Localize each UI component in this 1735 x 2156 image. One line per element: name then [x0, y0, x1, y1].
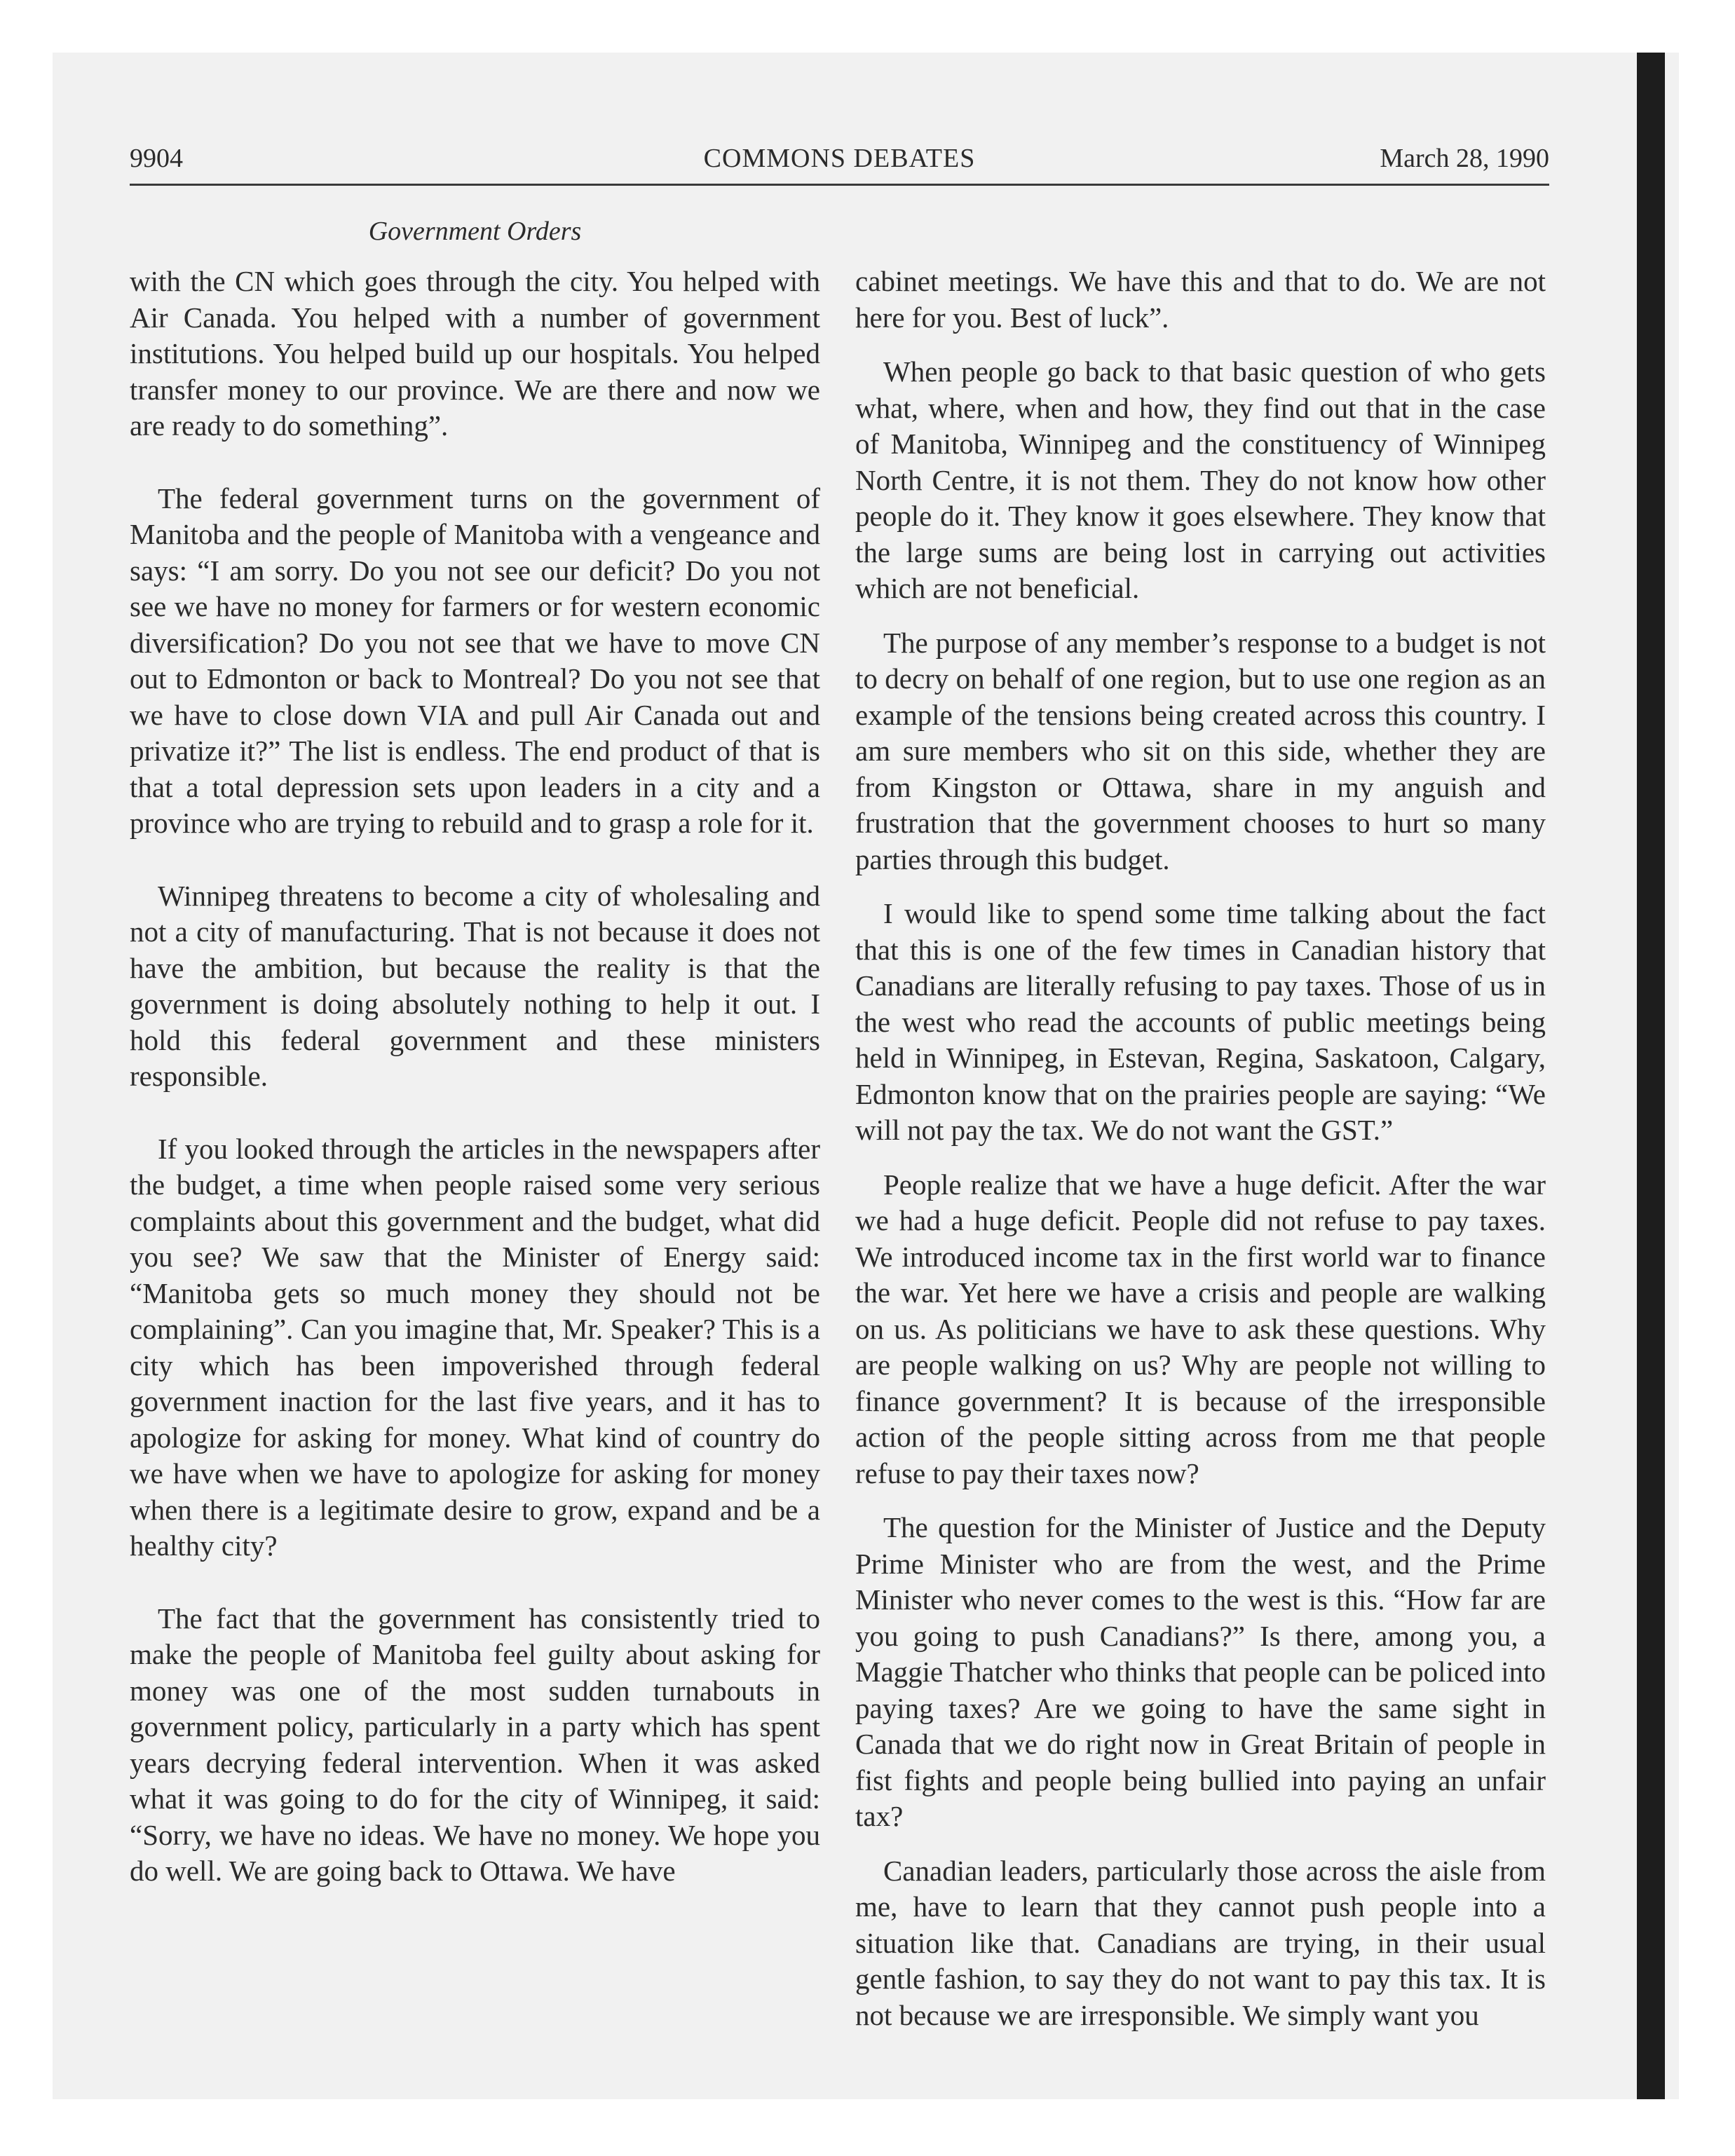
paragraph: When people go back to that basic question of who gets what, where, when and how, they find out that in the case of Manitoba, Winnipeg and the constituency of Winnipeg North Centre, it is not them. They do not know how other people do it. They know it goes elsewhere. They know that the large sums are being lost in carrying out activities which are not beneficial. [855, 355, 1546, 604]
paragraph: Canadian leaders, particularly those across the aisle from me, have to learn that they cannot push people into a situation like that. Canadians are trying, in their usual gentle fashion, to say they do not want to pay this tax. It is not because we are irresponsible. We simply want you [855, 1854, 1546, 2031]
paragraph: Winnipeg threatens to become a city of wholesaling and not a city of manufacturing. That is not because it does not have the ambition, but because the reality is that the government is doing absolutely nothing to help it out. I hold this federal government and these ministers responsible. [130, 879, 820, 1092]
paragraph: I would like to spend some time talking about the fact that this is one of the few times in Canadian history that Canadians are literally refusing to pay taxes. Those of us in the west who read the accounts of public meetings being held in Winnipeg, in Estevan, Regina, Saskatoon, Calgary, Edmonton know that on the prairies people are saying: “We will not pay the tax. We do not want the GST.” [855, 897, 1546, 1146]
right-column [855, 264, 1546, 2033]
page-number: 9904 [130, 144, 183, 173]
paragraph: The purpose of any member’s response to a budget is not to decry on behalf of one region, but to use one region as an example of the tensions being created across this country. I am sure members who sit on this side, whether they are from Kingston or Ottawa, share in my anguish and frustration that the government chooses to hurt so many parties through this budget. [855, 626, 1546, 875]
paragraph: The question for the Minister of Justice and the Deputy Prime Minister who are from the west, and the Prime Minister who never comes to the west is this. “How far are you going to push Canadians?” Is there, among you, a Maggie Thatcher who thinks that people can be policed into paying taxes? Are we going to have the same sight in Canada that we do right now in Great Britain of people in fist fights and people being bullied into paying an unfair tax? [855, 1511, 1546, 1832]
page-header [130, 137, 1549, 179]
journal-title: COMMONS DEBATES [703, 144, 976, 173]
paragraph: The fact that the government has consistently tried to make the people of Manitoba feel guilty about asking for money was one of the most sudden turnabouts in government policy, particularly in a party which has spent years decrying federal intervention. When it was asked what it was going to do for the city of Winnipeg, it said: “Sorry, we have no ideas. We have no money. We hope you do well. We are going back to Ottawa. We have [130, 1602, 820, 1887]
left-column [130, 264, 820, 1890]
paragraph: cabinet meetings. We have this and that to do. We are not here for you. Best of luck”. [855, 265, 1546, 334]
scan-edge-shadow [1637, 53, 1665, 2099]
paragraph: with the CN which goes through the city. You helped with Air Canada. You helped with a number of government institutions. You helped build up our hospitals. You helped transfer money to our province. We are there and now we are ready to do something”. [130, 265, 820, 442]
publication-date: March 28, 1990 [1380, 144, 1549, 173]
header-rule [130, 184, 1549, 186]
paragraph: If you looked through the articles in the newspapers after the budget, a time when people raised some very serious complaints about this government and the budget, what did you see? We saw that the Minister of Energy said: “Manitoba gets so much money they should not be complaining”. Can you imagine that, Mr. Speaker? This is a city which has been impoverished through federal government inaction for the last five years, and it has to apologize for asking for money. What kind of country do we have when we have to apologize for asking for money when there is a legitimate desire to grow, expand and be a healthy city? [130, 1132, 820, 1562]
paragraph: People realize that we have a huge deficit. After the war we had a huge deficit. People did not refuse to pay taxes. We introduced income tax in the first world war to finance the war. Yet here we have a crisis and people are walking on us. As politicians we have to ask these questions. Why are people walking on us? Why are people not willing to finance government? It is because of the irresponsible action of the people sitting across from me that people refuse to pay their taxes now? [855, 1168, 1546, 1489]
section-heading: Government Orders [368, 217, 582, 246]
paragraph: The federal government turns on the government of Manitoba and the people of Manitoba with a vengeance and says: “I am sorry. Do you not see our deficit? Do you not see we have no money for farmers or for western economic diversification? Do you not see that we have to move CN out to Edmonton or back to Montreal? Do you not see that we have to close down VIA and pull Air Canada out and privatize it?” The list is endless. The end product of that is that a total depression sets upon leaders in a city and a province who are trying to rebuild and to grasp a role for it. [130, 482, 820, 839]
